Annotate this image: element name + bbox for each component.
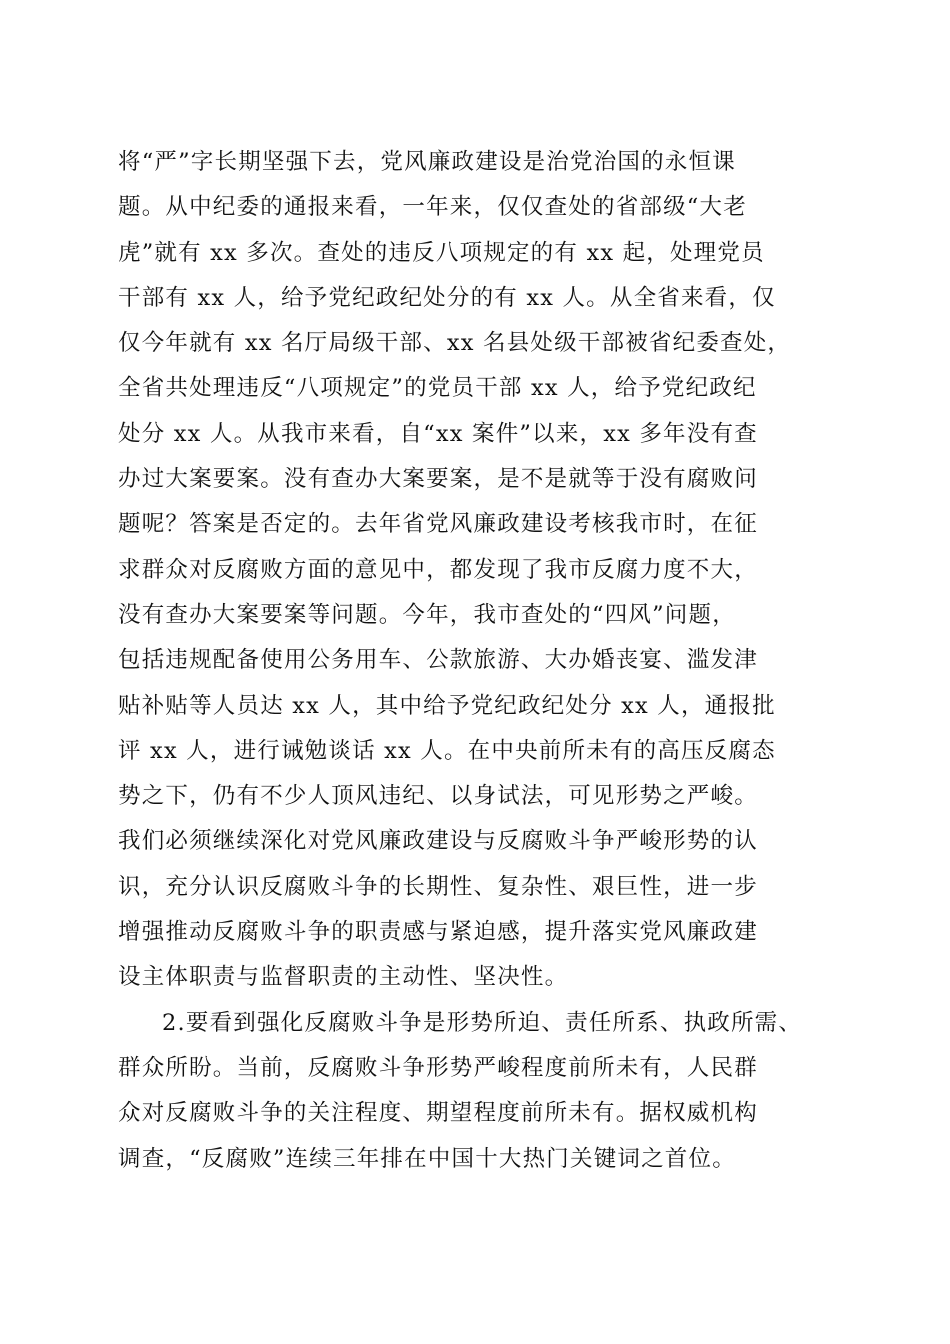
text-line: 将“严”字长期坚强下去，党风廉政建设是治党治国的永恒课	[118, 149, 736, 175]
text-line: 干部有 xx 人，给予党纪政纪处分的有 xx 人。从全省来看，仅	[118, 284, 776, 311]
document-body	[118, 140, 838, 1182]
text-line: 2.要看到强化反腐败斗争是形势所迫、责任所系、执政所需、	[162, 1009, 803, 1036]
text-line: 包括违规配备使用公务用车、公款旅游、大办婚丧宴、滥发津	[118, 647, 758, 674]
text-line: 求群众对反腐败方面的意见中，都发现了我市反腐力度不大，	[118, 556, 758, 583]
paragraph-2	[118, 1001, 838, 1182]
text-line: 众对反腐败斗争的关注程度、期望程度前所未有。据权威机构	[118, 1100, 758, 1127]
text-line: 办过大案要案。没有查办大案要案，是不是就等于没有腐败问	[118, 466, 758, 493]
text-line: 贴补贴等人员达 xx 人，其中给予党纪政纪处分 xx 人，通报批	[118, 692, 776, 719]
text-line: 设主体职责与监督职责的主动性、坚决性。	[118, 964, 569, 991]
paragraph-1	[118, 140, 838, 1001]
text-line: 处分 xx 人。从我市来看，自“xx 案件”以来，xx 多年没有查	[118, 420, 758, 447]
text-line: 调查，“反腐败”连续三年排在中国十大热门关键词之首位。	[118, 1145, 736, 1172]
text-line: 增强推动反腐败斗争的职责感与紧迫感，提升落实党风廉政建	[118, 919, 758, 946]
text-line: 题。从中纪委的通报来看，一年来，仅仅查处的省部级“大老	[118, 194, 747, 221]
text-line: 没有查办大案要案等问题。今年，我市查处的“四风”问题，	[118, 601, 736, 628]
text-line: 我们必须继续深化对党风廉政建设与反腐败斗争严峻形势的认	[118, 828, 758, 855]
text-line: 识，充分认识反腐败斗争的长期性、复杂性、艰巨性，进一步	[118, 873, 758, 900]
text-line: 势之下，仍有不少人顶风违纪、以身试法，可见形势之严峻。	[118, 783, 758, 810]
text-line: 评 xx 人，进行诫勉谈话 xx 人。在中央前所未有的高压反腐态	[118, 737, 776, 764]
text-line: 题呢？答案是否定的。去年省党风廉政建设考核我市时，在征	[118, 511, 758, 538]
text-line: 群众所盼。当前，反腐败斗争形势严峻程度前所未有，人民群	[118, 1054, 758, 1081]
text-line: 虎”就有 xx 多次。查处的违反八项规定的有 xx 起，处理党员	[118, 239, 765, 266]
text-line: 全省共处理违反“八项规定”的党员干部 xx 人，给予党纪政纪	[118, 375, 757, 402]
text-line: 仅今年就有 xx 名厅局级干部、xx 名县处级干部被省纪委查处，	[118, 330, 792, 357]
